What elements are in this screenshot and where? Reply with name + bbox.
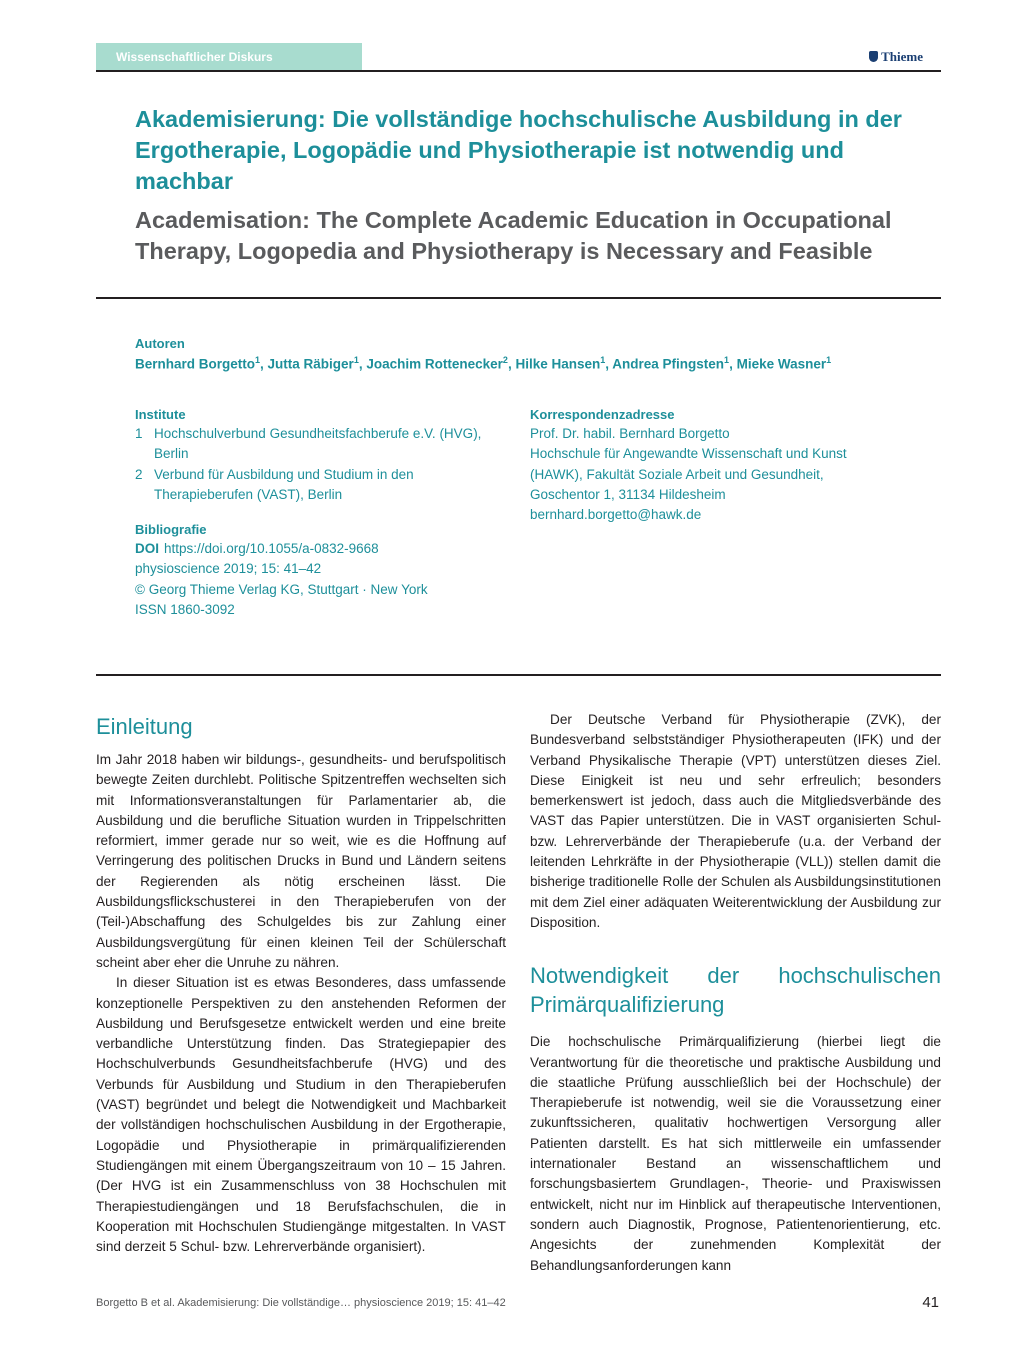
institute-number: 2 — [135, 466, 143, 482]
section-heading-necessity: Notwendigkeit der hochschulischen Primärqualifizierung — [530, 963, 941, 1018]
author-affiliation: 2 — [502, 355, 508, 365]
institute-number: 1 — [135, 426, 143, 441]
issn: ISSN 1860-3092 — [135, 601, 235, 617]
authors-label: Autoren — [135, 336, 185, 351]
info-rule — [96, 674, 941, 676]
author-affiliation: 1 — [255, 355, 261, 365]
doi-link[interactable]: https://doi.org/10.1055/a-0832-9668 — [164, 541, 379, 556]
institute-text: Verbund für Ausbildung und Studium in den Therapieberufen (VAST), Berlin — [154, 466, 414, 502]
correspondence-label: Korrespondenzadresse — [530, 407, 675, 422]
right-column — [530, 710, 941, 1276]
footer-citation: Borgetto B et al. Akademisierung: Die vollständige… physioscience 2019; 15: 41–42 — [96, 1297, 506, 1309]
article-title-german: Akademisierung: Die vollständige hochschulische Ausbildung in der Ergotherapie, Logopädie und Physiotherapie ist notwendig und machbar — [135, 106, 902, 194]
correspondence-email[interactable]: bernhard.borgetto@hawk.de — [530, 507, 702, 523]
institute-item — [135, 424, 505, 465]
correspondence-address: Goschentor 1, 31134 Hildesheim — [530, 486, 726, 502]
copyright: © Georg Thieme Verlag KG, Stuttgart · New York — [135, 581, 428, 597]
author-name: Mieke Wasner — [736, 356, 827, 372]
doi-label: DOI — [135, 541, 160, 556]
author-name: Joachim Rottenecker — [366, 356, 503, 372]
author-name: Bernhard Borgetto — [135, 356, 256, 372]
author-list: Bernhard Borgetto$^1$, Jutta Räbiger$^1$, Joachim Rottenecker$^2$, Hilke Hansen$^1$, Andrea Pfingsten$^1$, Mieke Wasner$^1$ — [135, 355, 832, 372]
left-column — [96, 712, 506, 1257]
author-affiliation: 1 — [724, 355, 730, 365]
author-name: Andrea Pfingsten — [612, 356, 725, 372]
bibliography-block — [135, 521, 505, 620]
bibliography-label: Bibliografie — [135, 522, 207, 537]
thieme-seal-icon — [869, 51, 878, 62]
title-rule — [96, 297, 941, 299]
section-label: Wissenschaftlicher Diskurs — [96, 43, 362, 71]
paragraph: Der Deutsche Verband für Physiotherapie (ZVK), der Bundesverband selbstständiger Physiotherapeuten (IFK) und der Verband Physikalische Therapie (VPT) unterstützen dieses Ziel. Diese Einigkeit ist neu und sehr erfreulich; besonders bemerkenswert ist jedoch, dass auch die Mitgliedsverbände des VAST das Papier unterstützen. Die in VAST organisierten Schul- bzw. Lehrerverbände der Therapieberufe (u.a. der Verband der leitenden Lehrkräfte in der Physiotherapie (VLL)) stellen damit die bisherige traditionelle Rolle der Schulen als Ausbildungsinstitutionen mit dem Ziel einer adäquaten Weiterentwicklung der Ausbildung zur Disposition. — [530, 712, 941, 930]
publisher-logo — [869, 49, 923, 65]
correspondence-name: Prof. Dr. habil. Bernhard Borgetto — [530, 426, 730, 441]
correspondence-block — [530, 406, 860, 525]
author-affiliation: 1 — [600, 355, 606, 365]
page-number: 41 — [922, 1294, 939, 1311]
institutes-label: Institute — [135, 407, 186, 422]
author-affiliation: 1 — [353, 355, 359, 365]
institute-text: Hochschulverbund Gesundheitsfachberufe e.V. (HVG), Berlin — [154, 426, 482, 462]
author-name: Hilke Hansen — [515, 356, 601, 372]
author-affiliation: 1 — [826, 355, 832, 365]
correspondence-institution: Hochschule für Angewandte Wissenschaft und Kunst (HAWK), Fakultät Soziale Arbeit und Gesundheit, — [530, 446, 847, 482]
article-title-english: Academisation: The Complete Academic Education in Occupational Therapy, Logopedia and Physiotherapy is Necessary and Feasible — [135, 207, 892, 264]
institute-item — [135, 465, 505, 506]
journal-citation: physioscience 2019; 15: 41–42 — [135, 561, 322, 577]
author-name: Jutta Räbiger — [267, 356, 354, 372]
section-heading-introduction: Einleitung — [96, 714, 193, 739]
paragraph: In dieser Situation ist es etwas Besonderes, dass umfassende konzeptionelle Perspektiven zu den anstehenden Reformen der Ausbildung und Berufsgesetze entwickelt werden und eine breite verbandliche Unterstützung finden. Das Strategiepapier des Hochschulverbunds Gesundheitsfachberufe (HVG) und des Verbunds für Ausbildung und Studium in den Therapieberufen (VAST) begründet und belegt die Notwendigkeit und Machbarkeit der vollständigen hochschulischen Ausbildung in der Ergotherapie, Logopädie und Physiotherapie in primärqualifizierenden Studiengängen mit einem Übergangszeitraum von 10 – 15 Jahren. (Der HVG ist ein Zusammenschluss von 38 Hochschulen mit Therapiestudiengängen und 18 Berufsfachschulen, die in Kooperation mit Hochschulen Studiengänge mitgestalten. In VAST sind derzeit 5 Schul- bzw. Lehrerverbände organisiert). — [96, 975, 506, 1255]
header-rule — [96, 70, 941, 72]
publisher-name: Thieme — [881, 49, 923, 64]
paragraph: Die hochschulische Primärqualifizierung (hierbei liegt die Verantwortung für die theoretische und praktische Ausbildung und die staatliche Prüfung ausschließlich bei der Hochschule) der Therapieberufe ist notwendig, weil sie die Voraussetzung einer zukunftssicheren, qualitativ hochwertigen Versorgung aller Patienten darstellt. Es hat sich mittlerweile ein umfassender internationaler Bestand an wissenschaftlichem und forschungsbasiertem Grundlagen-, Theorie- und Praxiswissen entwickelt, nicht nur im Hinblick auf therapeutische Interventionen, sondern auch Diagnostik, Prognose, Patientenorientierung, etc. Angesichts der zunehmenden Komplexität der Behandlungsanforderungen kann — [530, 1034, 941, 1273]
institutes-block — [135, 406, 505, 505]
paragraph: Im Jahr 2018 haben wir bildungs-, gesundheits- und berufspolitisch bewegte Zeiten durchlebt. Politische Spitzentreffen wechselten sich mit Informationsveranstaltungen für Parlamentarier ab, die Ausbildung und die berufliche Situation wurden in Trippelschritten reformiert, immer gerade nur so weit, wie es die Hoffnung auf Verringerung des politischen Drucks in Bund und Ländern seitens der Regierenden als nötig erscheinen lässt. Die Ausbildungsflickschusterei in den Therapieberufen von der (Teil-)Abschaffung des Schulgeldes bis zur Zahlung einer Ausbildungsvergütung für einen kleinen Teil der Schülerschaft scheint aber eher die Unruhe zu nähren. — [96, 752, 506, 970]
